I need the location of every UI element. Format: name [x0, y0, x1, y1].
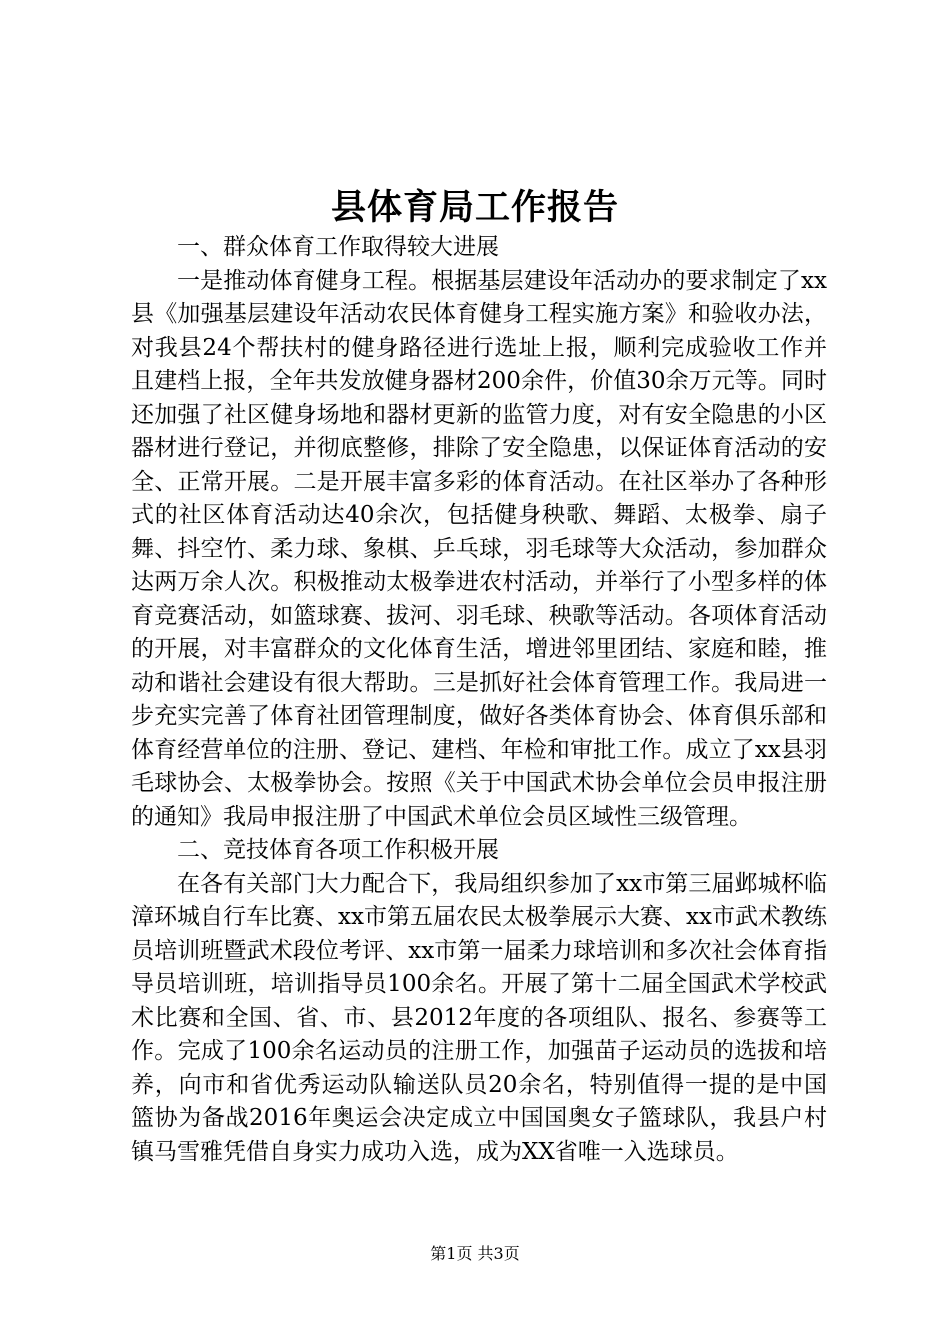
section-paragraph-1: 一是推动体育健身工程。根据基层建设年活动办的要求制定了xx县《加强基层建设年活动农民体育健身工程实施方案》和验收办法，对我县24个帮扶村的健身路径进行选址上报，顺利完成验收工作并且建档上报，全年共发放健身器材200余件，价值30余万元等。同时还加强了社区健身场地和器材更新的监管力度，对有安全隐患的小区器材进行登记，并彻底整修，排除了安全隐患，以保证体育活动的安全、正常开展。二是开展丰富多彩的体育活动。在社区举办了各种形式的社区体育活动达40余次，包括健身秧歌、舞蹈、太极拳、扇子舞、抖空竹、柔力球、象棋、乒乓球，羽毛球等大众活动，参加群众达两万余人次。积极推动太极拳进农村活动，并举行了小型多样的体育竞赛活动，如篮球赛、拔河、羽毛球、秧歌等活动。各项体育活动的开展，对丰富群众的文化体育生活，增进邻里团结、家庭和睦，推动和谐社会建设有很大帮助。三是抓好社会体育管理工作。我局进一步充实完善了体育社团管理制度，做好各类体育协会、体育俱乐部和体育经营单位的注册、登记、建档、年检和审批工作。成立了xx县羽毛球协会、太极拳协会。按照《关于中国武术协会单位会员申报注册的通知》我局申报注册了中国武术单位会员区域性三级管理。 — [131, 267, 827, 830]
document-title: 县体育局工作报告 — [330, 187, 619, 228]
section-heading-1: 一、群众体育工作取得较大进展 — [177, 234, 499, 260]
section-heading-2: 二、竞技体育各项工作积极开展 — [177, 837, 499, 863]
page-footer: 第1页 共3页 — [430, 1244, 520, 1263]
document-body — [131, 231, 827, 1169]
section-paragraph-2: 在各有关部门大力配合下，我局组织参加了xx市第三届邺城杯临漳环城自行车比赛、xx市第五届农民太极拳展示大赛、xx市武术教练员培训班暨武术段位考评、xx市第一届柔力球培训和多次社会体育指导员培训班，培训指导员100余名。开展了第十二届全国武术学校武术比赛和全国、省、市、县2012年度的各项组队、报名、参赛等工作。完成了100余名运动员的注册工作，加强苗子运动员的选拔和培养，向市和省优秀运动队输送队员20余名，特别值得一提的是中国篮协为备战2016年奥运会决定成立中国国奥女子篮球队，我县户村镇马雪雅凭借自身实力成功入选，成为XX省唯一入选球员。 — [131, 870, 827, 1165]
